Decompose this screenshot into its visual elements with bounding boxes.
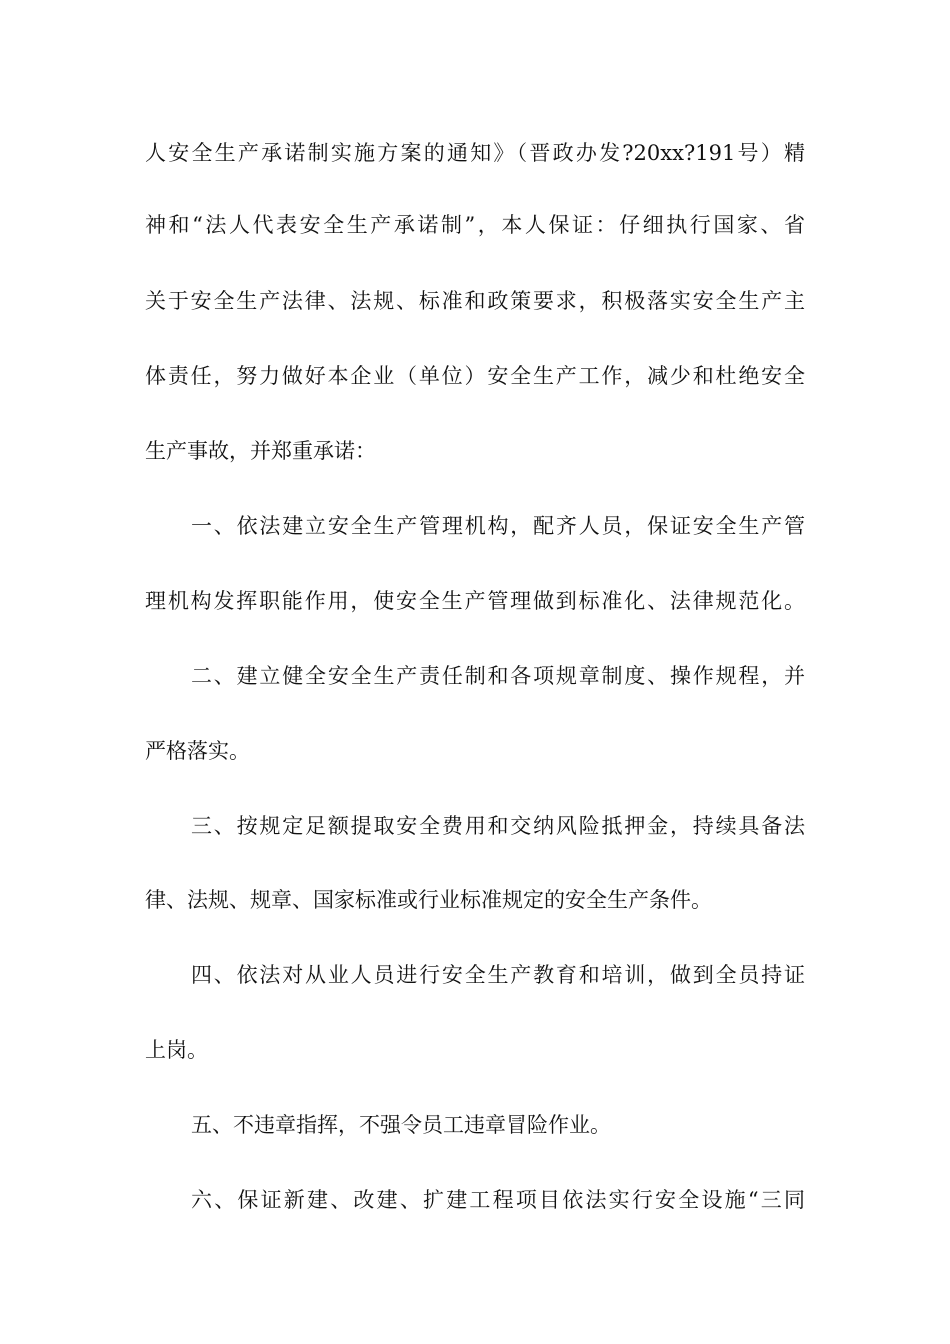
text-line-2: 神和“法人代表安全生产承诺制”，本人保证：仔细执行国家、省 [145,213,805,237]
clause-1-line-2: 理机构发挥职能作用，使安全生产管理做到标准化、法律规范化。 [145,589,805,613]
text-line-1: 人安全生产承诺制实施方案的通知》（晋政办发?20xx?191号）精 [145,141,805,165]
clause-3-line-1: 三、按规定足额提取安全费用和交纳风险抵押金，持续具备法 [191,814,805,838]
clause-2-line-1: 二、建立健全安全生产责任制和各项规章制度、操作规程，并 [191,664,805,688]
clause-1-line-1: 一、依法建立安全生产管理机构，配齐人员，保证安全生产管 [191,514,805,538]
clause-3-line-2: 律、法规、规章、国家标准或行业标准规定的安全生产条件。 [145,888,712,912]
clause-4-line-2: 上岗。 [145,1038,208,1062]
text-line-5: 生产事故，并郑重承诺： [145,439,376,463]
clause-5-line-1: 五、不违章指挥，不强令员工违章冒险作业。 [191,1113,611,1137]
clause-2-line-2: 严格落实。 [145,739,250,763]
text-line-3: 关于安全生产法律、法规、标准和政策要求，积极落实安全生产主 [145,289,805,313]
text-line-4: 体责任，努力做好本企业（单位）安全生产工作，减少和杜绝安全 [145,364,805,388]
clause-6-line-1: 六、保证新建、改建、扩建工程项目依法实行安全设施“三同 [191,1188,805,1212]
clause-4-line-1: 四、依法对从业人员进行安全生产教育和培训，做到全员持证 [191,963,805,987]
